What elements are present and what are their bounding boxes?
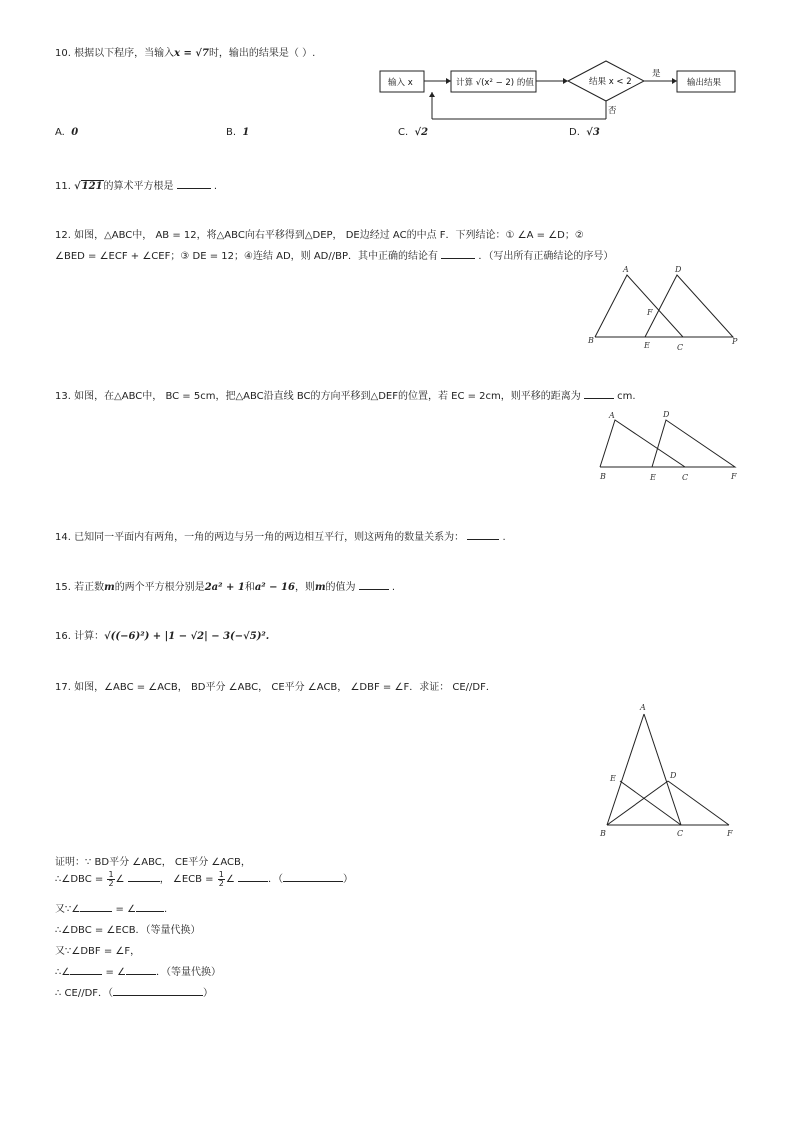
proof-blank-1[interactable]: [128, 873, 160, 882]
q15-m: m: [104, 582, 115, 593]
flow-output-label: 输出结果: [687, 78, 722, 88]
q17-label-d: D: [670, 771, 677, 780]
q12-label-a: A: [623, 265, 629, 274]
q11-number: 11.: [55, 181, 71, 192]
q17-label-f: F: [727, 829, 733, 838]
flow-calc-label: 计算 √(x² − 2) 的值: [456, 78, 534, 88]
option-value: √3: [586, 127, 600, 138]
q16-expr: √((−6)²) + |1 − √2| − 3(−√5)².: [104, 631, 270, 642]
q15-text4: 的值为: [325, 582, 356, 593]
q13-label-b: B: [600, 472, 606, 481]
q13-label-d: D: [663, 410, 670, 419]
proof-reason-blank-1[interactable]: [283, 873, 343, 882]
q15-and: 和: [244, 582, 255, 593]
q11: 11. √121的算术平方根是 .: [55, 181, 218, 192]
q15-expr1: 2a² + 1: [204, 582, 245, 593]
q15-text2: 的两个平方根分别是: [114, 582, 205, 593]
proof-blank-4[interactable]: [136, 903, 164, 912]
q12-label-e: E: [644, 341, 650, 350]
proof-line-1: 证明：∵ BD平分 ∠ABC， CE平分 ∠ACB，: [55, 857, 251, 868]
proof-line-5: 又∵∠DBF = ∠F，: [55, 946, 141, 957]
q17-label-b: B: [600, 829, 606, 838]
q17-stem: 17. 如图，∠ABC = ∠ACB， BD平分 ∠ABC， CE平分 ∠ACB， ∠DBF = ∠F．求证： CE//DF．: [55, 682, 496, 693]
proof-blank-6[interactable]: [126, 966, 156, 975]
q12-label-d: D: [675, 265, 682, 274]
q12-label-f: F: [647, 308, 653, 317]
q15-end: .: [391, 582, 396, 593]
option-label: B.: [226, 127, 237, 138]
q14-text: 14. 已知同一平面内有两角，一角的两边与另一角的两边相互平行，则这两角的数量关系为：: [55, 532, 465, 543]
q15-text3: ，则: [294, 582, 315, 593]
proof-dbc: ∴∠DBC =: [55, 874, 104, 885]
q17-label-e: E: [610, 774, 616, 783]
proof-reason-close: ）: [343, 874, 354, 885]
proof-blank-5[interactable]: [70, 966, 102, 975]
fraction-half: $\frac{1}{2}$: [108, 869, 114, 888]
proof-line-4: ∴∠DBC = ∠ECB．（等量代换）: [55, 925, 201, 936]
option-value: √2: [414, 127, 429, 138]
q15-text1: 15. 若正数: [55, 582, 105, 593]
q14-end: .: [502, 532, 506, 543]
proof-line-6: ∴∠ = ∠ ．（等量代换）: [55, 967, 222, 978]
proof-blank-2[interactable]: [238, 873, 268, 882]
q12-label-p: P: [732, 337, 738, 346]
flow-input-label: 输入 x: [388, 78, 413, 88]
q13-unit: cm.: [617, 391, 636, 402]
option-value: 0: [71, 127, 79, 138]
q10-stem-text: 10. 根据以下程序，当输入: [55, 48, 175, 59]
q12-line1: 12. 如图，△ABC中， AB = 12，将△ABC向右平移得到△DEP， DE边经过 AC的中点 F．下列结论：① ∠A = ∠D；②: [55, 230, 584, 241]
angle-sign: ∠: [115, 874, 125, 885]
q12-label-b: B: [588, 336, 594, 345]
q11-text: 的算术平方根是: [103, 181, 174, 192]
proof-reason-blank-2[interactable]: [113, 987, 203, 996]
q15-m2: m: [314, 582, 326, 593]
q13-label-c: C: [682, 473, 689, 482]
angle-sign: ∠: [225, 874, 235, 885]
proof-line-2: [55, 870, 353, 888]
q12-line2-end: ．（写出所有正确结论的序号）: [478, 251, 614, 262]
q12-line2-text: ∠BED = ∠ECF + ∠CEF；③ DE = 12；④连结 AD，则 AD//BP．其中正确的结论有: [55, 251, 439, 262]
q12-label-c: C: [677, 343, 684, 352]
q13-label-e: E: [650, 473, 656, 482]
proof-reason-open: ．（: [268, 874, 284, 885]
q17-label-c: C: [677, 829, 684, 838]
option-label: D.: [569, 127, 580, 138]
proof-line-3: 又∵∠ = ∠ .: [55, 904, 168, 915]
fraction-half-2: $\frac{1}{2}$: [218, 869, 224, 888]
option-label: A.: [55, 127, 65, 138]
flow-cond-label: 结果 x < 2: [589, 77, 632, 87]
flow-yes-label: 是: [652, 69, 661, 79]
option-label: C.: [398, 127, 409, 138]
proof-ecb: ， ∠ECB =: [159, 874, 214, 885]
q10-expr: x = √7: [174, 48, 209, 59]
option-value: 1: [242, 127, 250, 138]
q17-label-a: A: [640, 703, 646, 712]
q13-text: 13. 如图，在△ABC中， BC = 5cm，把△ABC沿直线 BC的方向平移到△DEF的位置，若 EC = 2cm，则平移的距离为: [55, 391, 581, 402]
q11-radicand: 121: [81, 181, 103, 192]
q13-label-a: A: [609, 411, 615, 420]
q10-stem-end: 时，输出的结果是（ ）.: [208, 48, 316, 59]
q13-label-f: F: [731, 472, 737, 481]
flow-no-label: 否: [608, 106, 617, 116]
proof-blank-3[interactable]: [80, 903, 112, 912]
proof-line-7: ∴ CE//DF．（ ）: [55, 988, 214, 999]
q16-label: 16. 计算：: [55, 631, 105, 642]
q11-end: .: [213, 181, 218, 192]
q15-expr2: a² − 16: [254, 582, 295, 593]
